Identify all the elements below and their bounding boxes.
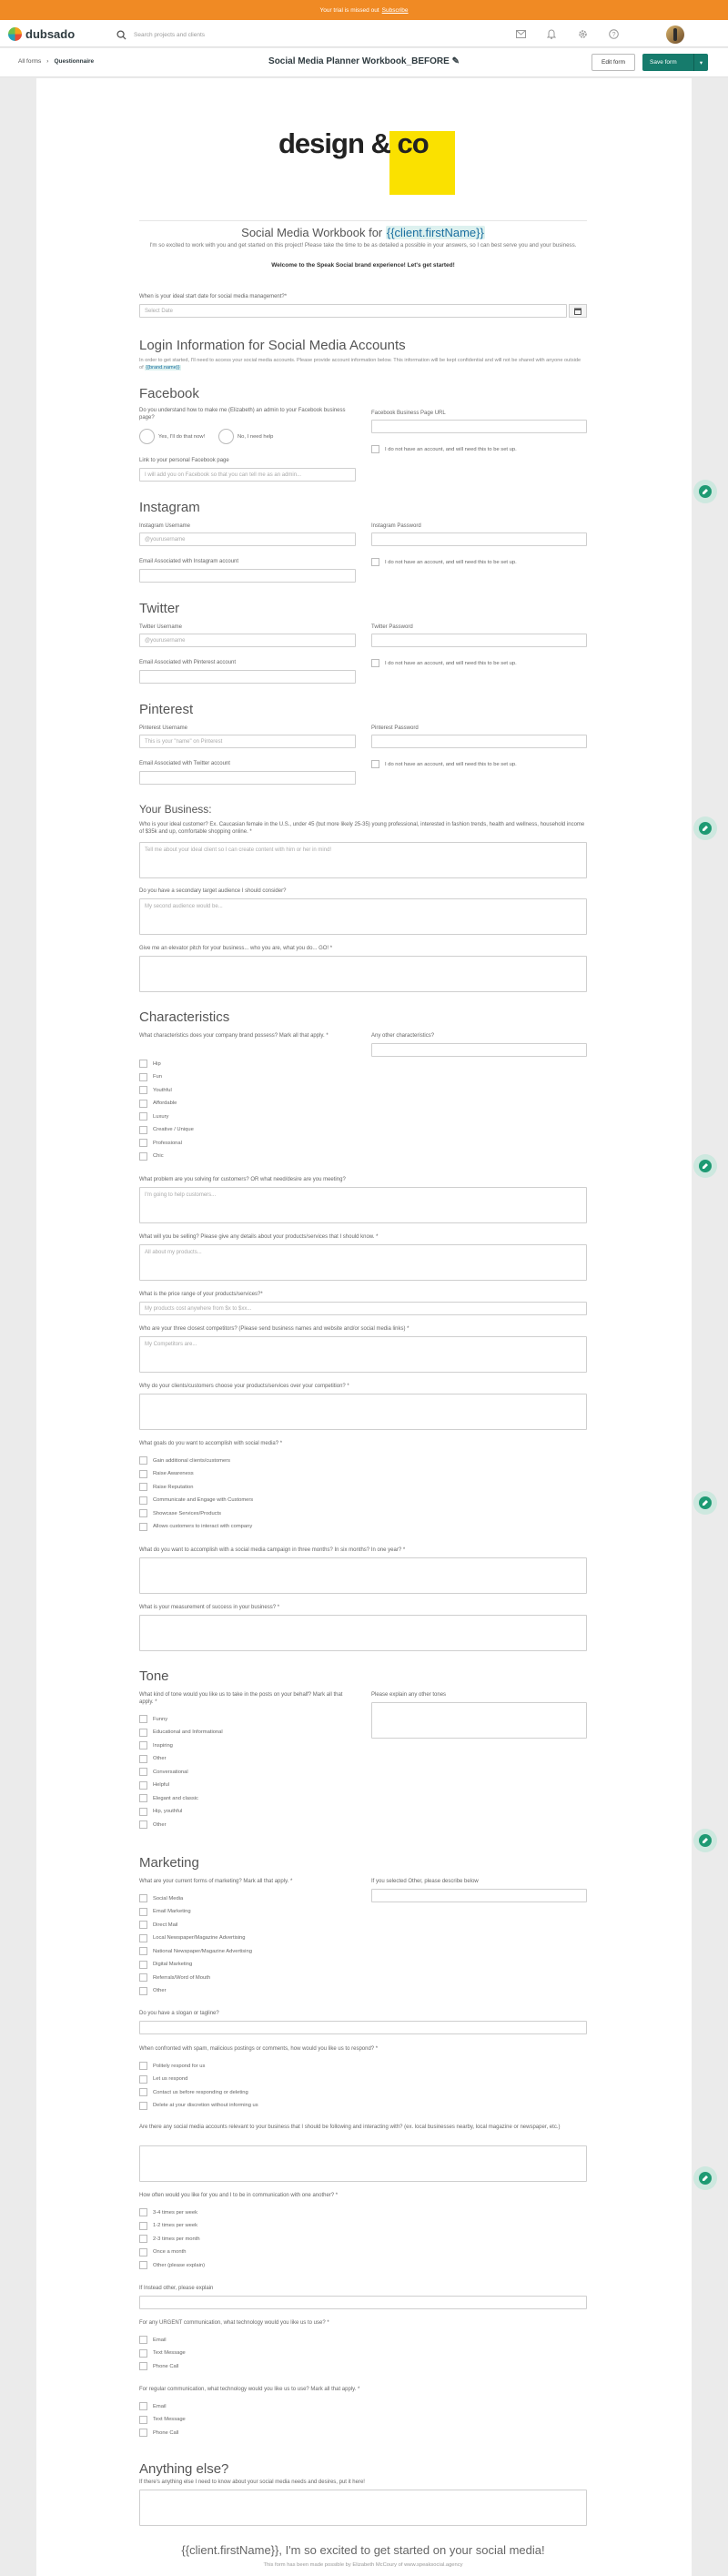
characteristic-option-label: Chic — [153, 1153, 164, 1159]
checkbox-box[interactable] — [139, 2261, 147, 2269]
fb-yes-label: Yes, I'll do that now! — [158, 433, 206, 440]
why-choose-label: Why do your clients/customers choose your products/services over your competition? * — [139, 1384, 349, 1389]
divider — [139, 220, 587, 221]
characteristics-label: What characteristics does your company brand possess? Mark all that apply. * — [139, 1033, 329, 1039]
logo-icon — [8, 27, 22, 41]
spam-label: When confronted with spam, malicious postings or comments, how would you like us to respond? * — [139, 2046, 379, 2052]
marketing-option-label: Local Newspaper/Magazine Advertising — [153, 1935, 246, 1941]
tone-checkbox[interactable] — [139, 1715, 167, 1723]
marketing-label: What are your current forms of marketing? Mark all that apply. * — [139, 1879, 293, 1884]
competitors-label: Who are your three closest competitors? (Please send business names and website and/or social media links) * — [139, 1326, 410, 1332]
svg-text:?: ? — [612, 31, 616, 38]
fb-no-account-checkbox[interactable] — [371, 445, 517, 453]
tw-email-input[interactable] — [139, 670, 356, 684]
tone-checkbox[interactable] — [139, 1741, 173, 1749]
chat-icon — [699, 822, 712, 835]
breadcrumb — [18, 58, 94, 65]
tone-checkbox[interactable] — [139, 1820, 167, 1829]
characteristics-heading: Characteristics — [139, 1009, 230, 1025]
ideal-customer-textarea[interactable]: Tell me about your ideal client so I can create content with him or her in mind! — [139, 842, 587, 878]
competitors-textarea[interactable]: My Competitors are... — [139, 1336, 587, 1373]
checkbox-box[interactable] — [139, 2416, 147, 2424]
login-help-text: In order to get started, I'll need to access your social media accounts. Please provide account information below. This information will be kept confidential and will not be shared with anyone outside of — [139, 358, 581, 370]
marketing-checkbox[interactable] — [139, 1973, 210, 1982]
ig-pass-input[interactable] — [371, 532, 587, 546]
fb-yes-radio[interactable] — [139, 429, 205, 444]
marketing-checkbox[interactable] — [139, 1987, 167, 1995]
checkbox-box[interactable] — [139, 1523, 147, 1531]
campaign-label: What do you want to accomplish with a social media campaign in three months? In six months? In one year? * — [139, 1547, 406, 1553]
checkbox-box[interactable] — [139, 1894, 147, 1902]
marketing-option-label: Social Media — [153, 1895, 184, 1902]
checkbox-box[interactable] — [139, 1470, 147, 1478]
pin-email-input[interactable] — [139, 771, 356, 785]
marketing-other-label: If you selected Other, please describe below — [371, 1879, 479, 1884]
checkbox-box[interactable] — [139, 1729, 147, 1737]
heading-text: Social Media Workbook for — [241, 226, 386, 239]
goals-label: What goals do you want to accomplish with social media? * — [139, 1441, 283, 1446]
pin-no-account-label: I do not have an account, and will need this to be set up. — [385, 761, 517, 767]
fb-link-label: Link to your personal Facebook page — [139, 458, 229, 463]
checkbox-box[interactable] — [139, 2336, 147, 2344]
brand-token: {{brand.name}} — [146, 365, 180, 370]
tone-checkbox[interactable] — [139, 1755, 167, 1763]
footer-message: {{client.firstName}}, I'm so excited to get started on your social media! — [181, 2543, 545, 2557]
checkbox-box[interactable] — [139, 1961, 147, 1969]
calendar-icon[interactable] — [569, 304, 587, 318]
ig-no-account-checkbox[interactable] — [371, 558, 517, 566]
goal-option-label: Showcase Services/Products — [153, 1510, 222, 1516]
user-avatar[interactable] — [666, 25, 684, 44]
tone-checkbox[interactable] — [139, 1768, 188, 1776]
checkbox-box[interactable] — [139, 2062, 147, 2070]
urgent-tech-option-label: Phone Call — [153, 2363, 179, 2369]
chat-button[interactable] — [693, 480, 717, 503]
spam-response-checkbox[interactable] — [139, 2102, 258, 2110]
chat-button[interactable] — [693, 2166, 717, 2190]
follow-accounts-label: Are there any social media accounts relevant to your business that I should be following and interacting with? (ex. local businesses nearby, local magazine or newspaper, etc.) — [139, 2125, 561, 2130]
tone-option-label: Conversational — [153, 1769, 188, 1775]
characteristic-option-label: Youthful — [153, 1087, 172, 1093]
checkbox-box[interactable] — [139, 1794, 147, 1802]
ig-no-account-label: I do not have an account, and will need this to be set up. — [385, 559, 517, 565]
ideal-customer-label: Who is your ideal customer? Ex. Caucasian female in the U.S., under 45 (but more likely 25-35) young professional, interested in fashion trends, health and wellness, household income of $35k and up, comfortable shopping online. * — [139, 822, 585, 835]
mail-icon[interactable] — [514, 27, 527, 40]
goal-checkbox[interactable] — [139, 1456, 230, 1465]
checkbox-box[interactable] — [139, 1715, 147, 1723]
fb-admin-label: Do you understand how to make me (Elizabeth) an admin to your Facebook business page? — [139, 408, 346, 421]
tw-pass-input[interactable] — [371, 634, 587, 647]
goal-checkbox[interactable] — [139, 1483, 193, 1491]
goal-option-label: Raise Awareness — [153, 1471, 194, 1476]
page-title — [246, 56, 482, 66]
pin-user-input[interactable]: This is your "name" on Pinterest — [139, 735, 356, 748]
marketing-checkbox[interactable] — [139, 1934, 246, 1942]
urgent-tech-option-label: Text Message — [153, 2350, 186, 2356]
other-characteristics-label: Any other characteristics? — [371, 1033, 435, 1039]
search-input[interactable]: Search projects and clients — [134, 31, 206, 38]
why-choose-textarea[interactable] — [139, 1394, 587, 1430]
fb-url-label: Facebook Business Page URL — [371, 411, 446, 416]
login-heading: Login Information for Social Media Accounts — [139, 338, 406, 353]
form-heading — [139, 226, 587, 239]
tone-option-label: Hip, youthful — [153, 1809, 183, 1814]
ig-pass-label: Instagram Password — [371, 523, 421, 529]
facebook-heading: Facebook — [139, 386, 199, 401]
checkbox-box[interactable] — [139, 2222, 147, 2230]
regular-tech-option-label: Email — [153, 2403, 167, 2409]
characteristic-option-label: Fun — [153, 1074, 162, 1080]
frequency-option-label: Other (please explain) — [153, 2262, 206, 2268]
secondary-audience-textarea[interactable]: My second audience would be... — [139, 898, 587, 935]
chat-icon — [699, 1496, 712, 1509]
frequency-checkbox[interactable] — [139, 2208, 197, 2216]
characteristic-checkbox[interactable] — [139, 1139, 182, 1147]
other-characteristics-input[interactable] — [371, 1043, 587, 1057]
brand-name: dubsado — [25, 27, 76, 41]
regular-tech-option-label: Text Message — [153, 2417, 186, 2422]
spam-response-checkbox[interactable] — [139, 2088, 248, 2096]
chat-icon — [699, 485, 712, 498]
banner-text: Your trial is missed out — [319, 6, 379, 14]
pinterest-heading: Pinterest — [139, 702, 194, 717]
checkbox-box[interactable] — [139, 2402, 147, 2410]
fb-no-account-label: I do not have an account, and will need this to be set up. — [385, 446, 517, 452]
chat-button[interactable] — [693, 1154, 717, 1178]
characteristic-checkbox[interactable] — [139, 1086, 172, 1094]
goal-option-label: Raise Reputation — [153, 1484, 194, 1490]
frequency-checkbox[interactable] — [139, 2222, 197, 2230]
tone-checkbox[interactable] — [139, 1729, 223, 1737]
checkbox-box[interactable] — [139, 1112, 147, 1121]
twitter-heading: Twitter — [139, 601, 180, 616]
fb-no-radio[interactable] — [218, 429, 273, 444]
marketing-heading: Marketing — [139, 1855, 199, 1871]
crumb-questionnaire: Questionnaire — [54, 58, 95, 65]
checkbox-box[interactable] — [139, 1100, 147, 1108]
tone-explain-label: Please explain any other tones — [371, 1692, 447, 1698]
checkbox-box[interactable] — [139, 2102, 147, 2110]
footer-credit: This form has been made possible by Elizabeth McCoury of www.speaksocial.agency — [263, 2562, 463, 2568]
checkbox-box[interactable] — [139, 1126, 147, 1134]
intro-text: I'm so excited to work with you and get started on this project! Please take the time to be as detailed a possible in your answers, so I can best serve you and your business. — [149, 242, 577, 248]
chat-icon — [699, 2172, 712, 2185]
checkbox-box[interactable] — [139, 1509, 147, 1517]
help-icon[interactable] — [607, 27, 620, 40]
tw-no-account-label: I do not have an account, and will need this to be set up. — [385, 660, 517, 666]
marketing-option-label: Digital Marketing — [153, 1962, 193, 1967]
save-label: Save form — [650, 59, 677, 66]
fb-link-input[interactable]: I will add you on Facebook so that you can tell me as an admin... — [139, 468, 356, 482]
spam-response-option-label: Let us respond — [153, 2076, 188, 2082]
login-help — [139, 357, 585, 371]
form-name: Social Media Planner Workbook_BEFORE — [268, 56, 450, 66]
tone-option-label: Other — [153, 1756, 167, 1761]
chat-button[interactable] — [693, 1829, 717, 1852]
tw-user-input[interactable]: @yourusername — [139, 634, 356, 647]
tone-checkbox[interactable] — [139, 1794, 198, 1802]
characteristic-checkbox[interactable] — [139, 1060, 161, 1068]
marketing-option-label: Referrals/Word of Mouth — [153, 1974, 211, 1981]
elevator-pitch-label: Give me an elevator pitch for your business... who you are, what you do... GO! * — [139, 946, 333, 951]
price-range-label: What is the price range of your products/services?* — [139, 1292, 263, 1297]
slogan-input[interactable] — [139, 2021, 587, 2034]
price-range-input[interactable]: My products cost anywhere from $x to $xx... — [139, 1302, 587, 1315]
marketing-option-label: Direct Mail — [153, 1922, 178, 1928]
search-bar[interactable] — [116, 28, 371, 41]
tone-option-label: Elegant and classic — [153, 1795, 198, 1801]
tone-option-label: Helpful — [153, 1782, 170, 1788]
checkbox-box[interactable] — [139, 1921, 147, 1929]
checkbox-box[interactable] — [139, 1456, 147, 1465]
goal-checkbox[interactable] — [139, 1509, 221, 1517]
characteristic-option-label: Affordable — [153, 1100, 177, 1106]
marketing-checkbox[interactable] — [139, 1947, 252, 1955]
marketing-checkbox[interactable] — [139, 1961, 192, 1969]
marketing-option-label: National Newspaper/Magazine Advertising — [153, 1948, 252, 1954]
tone-option-label: Funny — [153, 1716, 168, 1722]
ig-email-label: Email Associated with Instagram account — [139, 559, 239, 564]
trial-banner — [0, 0, 728, 20]
crumb-all-forms[interactable]: All forms — [18, 58, 42, 65]
selling-textarea[interactable]: All about my products... — [139, 1244, 587, 1281]
regular-label: For regular communication, what technology would you like us to use? Mark all that apply. * — [139, 2387, 360, 2392]
checkbox-box[interactable] — [139, 1947, 147, 1955]
checkbox-box[interactable] — [139, 1060, 147, 1068]
goal-option-label: Allows customers to interact with company — [153, 1524, 253, 1529]
checkbox-box[interactable] — [139, 1483, 147, 1491]
start-date-label: When is your ideal start date for social media management?* — [139, 294, 288, 299]
anything-label: If there's anything else I need to know about your social media needs and desires, put it here! — [139, 2480, 365, 2485]
tone-explain-textarea[interactable] — [371, 1702, 587, 1739]
regular-tech-checkbox[interactable] — [139, 2402, 167, 2410]
marketing-checkbox[interactable] — [139, 1894, 183, 1902]
characteristic-option-label: Hip — [153, 1060, 161, 1067]
marketing-checkbox[interactable] — [139, 1908, 191, 1916]
tone-option-label: Inspiring — [153, 1742, 173, 1749]
marketing-option-label: Email Marketing — [153, 1909, 191, 1914]
tw-email-label: Email Associated with Pinterest account — [139, 660, 237, 665]
ig-email-input[interactable] — [139, 569, 356, 583]
success-label: What is your measurement of success in your business? * — [139, 1605, 280, 1610]
checkbox-box[interactable] — [139, 2088, 147, 2096]
characteristic-option-label: Professional — [153, 1140, 182, 1146]
checkbox-box[interactable] — [139, 2208, 147, 2216]
brand-logo: design & co — [278, 127, 429, 159]
spam-response-checkbox[interactable] — [139, 2075, 187, 2084]
goal-option-label: Communicate and Engage with Customers — [153, 1497, 254, 1503]
elevator-pitch-textarea[interactable] — [139, 956, 587, 992]
chat-icon — [699, 1834, 712, 1847]
goal-checkbox[interactable] — [139, 1496, 253, 1505]
top-nav — [0, 20, 728, 47]
other-explain-label: If Instead other, please explain — [139, 2286, 214, 2291]
tone-checkbox[interactable] — [139, 1808, 182, 1816]
subscribe-link[interactable]: Subscribe — [381, 6, 409, 14]
checkbox-box[interactable] — [139, 1741, 147, 1749]
follow-accounts-textarea[interactable] — [139, 2145, 587, 2182]
business-heading: Your Business: — [139, 803, 212, 816]
anything-heading: Anything else? — [139, 2461, 229, 2477]
characteristic-option-label: Creative / Unique — [153, 1127, 194, 1132]
characteristic-option-label: Luxury — [153, 1113, 169, 1120]
tone-checkbox[interactable] — [139, 1781, 169, 1790]
pin-email-label: Email Associated with Twitter account — [139, 761, 230, 766]
slogan-label: Do you have a slogan or tagline? — [139, 2011, 219, 2016]
search-icon — [116, 30, 126, 40]
checkbox-box[interactable] — [139, 1086, 147, 1094]
anything-textarea[interactable] — [139, 2490, 587, 2526]
checkbox-box[interactable] — [139, 2349, 147, 2358]
pin-pass-label: Pinterest Password — [371, 725, 419, 731]
goal-checkbox[interactable] — [139, 1470, 194, 1478]
checkbox-box[interactable] — [139, 1781, 147, 1790]
checkbox-box[interactable] — [139, 1496, 147, 1505]
gear-icon[interactable] — [576, 27, 589, 40]
frequency-option-label: 2-3 times per month — [153, 2236, 200, 2242]
tone-option-label: Educational and Informational — [153, 1729, 223, 1735]
tone-option-label: Other — [153, 1821, 167, 1828]
frequency-label: How often would you like for you and I to be in communication with one another? * — [139, 2193, 339, 2198]
chevron-down-icon[interactable]: ▾ — [693, 54, 708, 71]
checkbox-box[interactable] — [139, 1987, 147, 1995]
urgent-tech-option-label: Email — [153, 2337, 167, 2343]
marketing-other-input[interactable] — [371, 1889, 587, 1902]
characteristic-checkbox[interactable] — [139, 1073, 162, 1081]
chat-button[interactable] — [693, 816, 717, 840]
characteristic-checkbox[interactable] — [139, 1152, 164, 1161]
checkbox-box[interactable] — [139, 1073, 147, 1081]
pin-pass-input[interactable] — [371, 735, 587, 748]
checkbox-box[interactable] — [139, 1820, 147, 1829]
checkbox-box[interactable] — [139, 1139, 147, 1147]
characteristic-checkbox[interactable] — [139, 1112, 168, 1121]
goal-option-label: Gain additional clients/customers — [153, 1457, 231, 1464]
frequency-option-label: 3-4 times per week — [153, 2209, 197, 2216]
checkbox-box[interactable] — [139, 1908, 147, 1916]
tw-user-label: Twitter Username — [139, 624, 183, 630]
urgent-tech-checkbox[interactable] — [139, 2362, 178, 2370]
heading-token: {{client.firstName}} — [386, 226, 484, 239]
secondary-audience-label: Do you have a secondary target audience I should consider? — [139, 888, 287, 894]
fb-no-label: No, I need help — [238, 433, 274, 440]
checkbox-box[interactable] — [139, 2075, 147, 2084]
urgent-tech-checkbox[interactable] — [139, 2349, 186, 2358]
chat-icon — [699, 1160, 712, 1172]
fb-url-input[interactable] — [371, 420, 587, 433]
bell-icon[interactable] — [545, 27, 558, 40]
spam-response-option-label: Politely respond for us — [153, 2063, 206, 2069]
instagram-heading: Instagram — [139, 500, 200, 515]
ig-user-input[interactable]: @yourusername — [139, 532, 356, 546]
pencil-icon[interactable]: ✎ — [451, 56, 460, 66]
spam-response-option-label: Delete at your discretion without informing us — [153, 2103, 258, 2108]
marketing-option-label: Other — [153, 1988, 167, 1993]
campaign-textarea[interactable] — [139, 1557, 587, 1594]
chevron-right-icon: › — [46, 58, 49, 65]
success-textarea[interactable] — [139, 1615, 587, 1651]
marketing-checkbox[interactable] — [139, 1921, 177, 1929]
pin-user-label: Pinterest Username — [139, 725, 188, 731]
spam-response-option-label: Contact us before responding or deleting — [153, 2089, 248, 2095]
checkbox-box[interactable] — [139, 1973, 147, 1982]
frequency-option-label: 1-2 times per week — [153, 2223, 197, 2228]
form-toolbar — [0, 48, 728, 77]
frequency-checkbox[interactable] — [139, 2235, 200, 2243]
ig-user-label: Instagram Username — [139, 523, 191, 529]
checkbox-box[interactable] — [139, 1768, 147, 1776]
checkbox-box[interactable] — [139, 1755, 147, 1763]
checkbox-box[interactable] — [139, 2362, 147, 2370]
start-date-input[interactable]: Select Date — [139, 304, 567, 318]
checkbox-box[interactable] — [139, 1934, 147, 1942]
frequency-checkbox[interactable] — [139, 2248, 186, 2257]
checkbox-box[interactable] — [139, 2248, 147, 2257]
pin-no-account-checkbox[interactable] — [371, 760, 517, 768]
tw-no-account-checkbox[interactable] — [371, 659, 517, 667]
regular-tech-option-label: Phone Call — [153, 2429, 179, 2436]
frequency-checkbox[interactable] — [139, 2261, 205, 2269]
characteristic-checkbox[interactable] — [139, 1126, 194, 1134]
checkbox-box[interactable] — [139, 1152, 147, 1161]
problem-label: What problem are you solving for customers? OR what need/desire are you meeting? — [139, 1177, 346, 1182]
selling-label: What will you be selling? Please give any details about your products/services that I should know. * — [139, 1234, 379, 1240]
goal-checkbox[interactable] — [139, 1523, 252, 1531]
urgent-tech-checkbox[interactable] — [139, 2336, 167, 2344]
edit-form-button[interactable]: Edit form — [592, 54, 635, 71]
problem-textarea[interactable]: I'm going to help customers... — [139, 1187, 587, 1223]
tone-heading: Tone — [139, 1668, 169, 1684]
checkbox-box[interactable] — [139, 1808, 147, 1816]
checkbox-box[interactable] — [139, 2429, 147, 2437]
tone-label: What kind of tone would you like us to take in the posts on your behalf? Mark all that apply. * — [139, 1692, 343, 1705]
urgent-label: For any URGENT communication, what technology would you like us to use? * — [139, 2320, 329, 2326]
other-explain-input[interactable] — [139, 2296, 587, 2309]
chat-button[interactable] — [693, 1491, 717, 1515]
spam-response-checkbox[interactable] — [139, 2062, 205, 2070]
frequency-option-label: Once a month — [153, 2249, 187, 2255]
intro-welcome: Welcome to the Speak Social brand experience! Let's get started! — [271, 262, 455, 269]
regular-tech-checkbox[interactable] — [139, 2429, 178, 2437]
regular-tech-checkbox[interactable] — [139, 2416, 186, 2424]
checkbox-box[interactable] — [139, 2235, 147, 2243]
tw-pass-label: Twitter Password — [371, 624, 413, 630]
save-form-button[interactable] — [642, 54, 708, 71]
characteristic-checkbox[interactable] — [139, 1100, 177, 1108]
dubsado-logo[interactable] — [8, 27, 75, 41]
